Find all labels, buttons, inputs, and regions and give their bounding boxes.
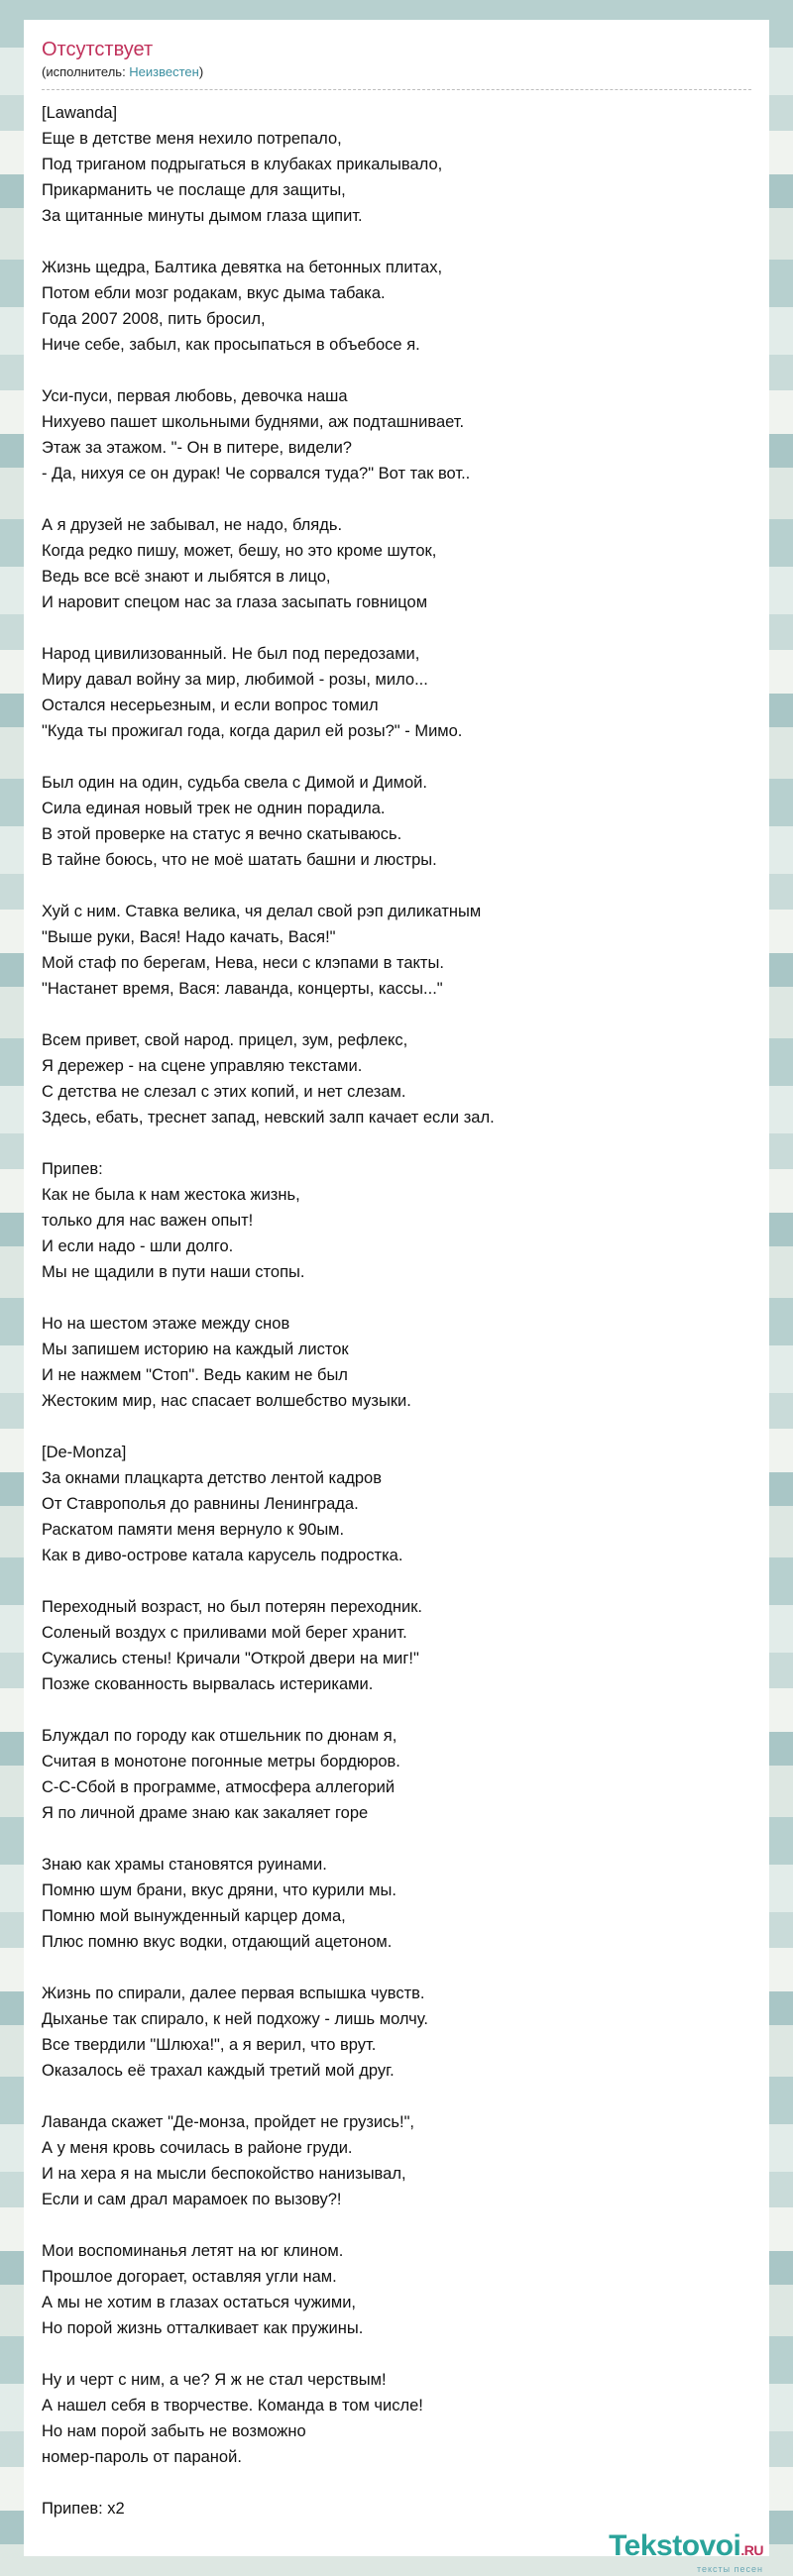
lyrics-line: Припев:	[42, 1160, 103, 1178]
logo-tld: .RU	[740, 2542, 763, 2558]
lyrics-line: Я по личной драме знаю как закаляет горе	[42, 1804, 369, 1822]
lyrics-line: Миру давал войну за мир, любимой - розы, мило...	[42, 671, 428, 689]
lyrics-line: [Lawanda]	[42, 104, 118, 122]
lyrics-line: Жизнь щедра, Балтика девятка на бетонных плитах,	[42, 259, 443, 276]
lyrics-line: Жестоким мир, нас спасает волшебство музыки.	[42, 1392, 411, 1410]
lyrics-stanza	[42, 1440, 751, 1568]
lyrics-line: Этаж за этажом. "- Он в питере, видели?	[42, 439, 352, 457]
site-logo[interactable]	[609, 2530, 763, 2574]
lyrics-stanza	[42, 1723, 751, 1826]
lyrics-stanza	[42, 1311, 751, 1414]
lyrics-line: С детства не слезал с этих копий, и нет слезам.	[42, 1083, 406, 1101]
lyrics-stanza	[42, 2109, 751, 2212]
artist-suffix: )	[198, 64, 204, 79]
artist-line	[42, 63, 751, 90]
lyrics-line: Потом ебли мозг родакам, вкус дыма табака.	[42, 284, 386, 302]
lyrics-line: Дыханье так спирало, к ней подхожу - лишь молчу.	[42, 2010, 428, 2028]
lyrics-line: Мои воспоминанья летят на юг клином.	[42, 2242, 344, 2260]
lyrics-line: В этой проверке на статус я вечно скатываюсь.	[42, 825, 402, 843]
lyrics-line: Нихуево пашет школьными буднями, аж подташнивает.	[42, 413, 465, 431]
lyrics-stanza	[42, 899, 751, 1002]
lyrics-line: Но на шестом этаже между снов	[42, 1315, 290, 1333]
lyrics-line: Когда редко пишу, может, бешу, но это кроме шуток,	[42, 542, 437, 560]
lyrics-line: И если надо - шли долго.	[42, 1237, 234, 1255]
lyrics-stanza	[42, 2238, 751, 2341]
lyrics-stanza	[42, 255, 751, 358]
lyrics-stanza	[42, 1981, 751, 2084]
lyrics-stanza	[42, 2367, 751, 2470]
lyrics-line: Все твердили "Шлюха!", а я верил, что врут.	[42, 2036, 377, 2054]
lyrics-line: Знаю как храмы становятся руинами.	[42, 1856, 327, 1874]
lyrics-line: Но нам порой забыть не возможно	[42, 2422, 306, 2440]
lyrics-line: Мой стаф по берегам, Нева, неси с клэпами в такты.	[42, 954, 444, 972]
artist-prefix: (исполнитель:	[42, 64, 130, 79]
lyrics-line: - Да, нихуя се он дурак! Че сорвался туда?" Вот так вот..	[42, 465, 471, 483]
lyrics-stanza	[42, 770, 751, 873]
lyrics-line: Народ цивилизованный. Не был под передозами,	[42, 645, 420, 663]
lyrics-line: Под триганом подрыгаться в клубаках прикалывало,	[42, 156, 443, 173]
lyrics-line: номер-пароль от параной.	[42, 2448, 242, 2466]
lyrics-stanza	[42, 2496, 751, 2522]
lyrics-line: Считая в монотоне погонные метры бордюров.	[42, 1753, 400, 1771]
lyrics-line: А у меня кровь сочилась в районе груди.	[42, 2139, 353, 2157]
lyrics-line: За щитанные минуты дымом глаза щипит.	[42, 207, 363, 225]
logo-wordmark	[609, 2530, 763, 2566]
lyrics-line: За окнами плацкарта детство лентой кадров	[42, 1469, 382, 1487]
logo-tagline: тексты песен	[696, 2564, 763, 2574]
lyrics-line: Как не была к нам жестока жизнь,	[42, 1186, 300, 1204]
lyrics-line: Соленый воздух с приливами мой берег хранит.	[42, 1624, 407, 1642]
page-title: Отсутствует	[42, 39, 154, 60]
lyrics-line: Остался несерьезным, и если вопрос томил	[42, 697, 379, 714]
lyrics-line: Хуй с ним. Ставка велика, чя делал свой рэп диликатным	[42, 903, 482, 920]
lyrics-line: И наровит спецом нас за глаза засыпать говницом	[42, 593, 428, 611]
lyrics-line: Прикарманить че послаще для защиты,	[42, 181, 346, 199]
lyrics-line: Переходный возраст, но был потерян переходник.	[42, 1598, 422, 1616]
lyrics-line: Ведь все всё знают и лыбятся в лицо,	[42, 568, 331, 586]
lyrics-stanza	[42, 383, 751, 486]
lyrics-line: Прошлое догорает, оставляя угли нам.	[42, 2268, 337, 2286]
lyrics-line: Помню мой вынужденный карцер дома,	[42, 1907, 346, 1925]
lyrics-line: Но порой жизнь отталкивает как пружины.	[42, 2319, 364, 2337]
lyrics-line: Блуждал по городу как отшельник по дюнам я,	[42, 1727, 397, 1745]
lyrics-line: Уси-пуси, первая любовь, девочка наша	[42, 387, 348, 405]
lyrics-line: Если и сам драл марамоек по вызову?!	[42, 2191, 342, 2208]
lyrics-line: Припев: x2	[42, 2500, 125, 2518]
lyrics-stanza	[42, 512, 751, 615]
lyrics-line: Жизнь по спирали, далее первая вспышка чувств.	[42, 1985, 425, 2002]
lyrics-stanza	[42, 1027, 751, 1130]
lyrics-line: В тайне боюсь, что не моё шатать башни и люстры.	[42, 851, 437, 869]
lyrics-line: Ну и черт с ним, а че? Я ж не стал черствым!	[42, 2371, 387, 2389]
lyrics-line: С-С-Сбой в программе, атмосфера аллегорий	[42, 1778, 396, 1796]
lyrics-line: Плюс помню вкус водки, отдающий ацетоном.	[42, 1933, 393, 1951]
lyrics-line: Ниче себе, забыл, как просыпаться в объебосе я.	[42, 336, 420, 354]
lyrics-line: Сужались стены! Кричали "Открой двери на миг!"	[42, 1650, 419, 1667]
logo-brand: Tekstovoi	[609, 2529, 741, 2562]
lyrics-line: [De-Monza]	[42, 1444, 127, 1461]
lyrics-line: "Настанет время, Вася: лаванда, концерты, кассы..."	[42, 980, 443, 998]
lyrics-line: От Ставрополья до равнины Ленинграда.	[42, 1495, 359, 1513]
lyrics-line: Мы запишем историю на каждый листок	[42, 1341, 349, 1358]
lyrics-body	[42, 100, 751, 2522]
lyrics-line: Лаванда скажет "Де-монза, пройдет не грузись!",	[42, 2113, 415, 2131]
lyrics-card	[24, 20, 769, 2556]
lyrics-line: Здесь, ебать, треснет запад, невский залп качает если зал.	[42, 1109, 495, 1127]
lyrics-line: Года 2007 2008, пить бросил,	[42, 310, 266, 328]
lyrics-line: Помню шум брани, вкус дряни, что курили мы.	[42, 1881, 396, 1899]
lyrics-line: Я дережер - на сцене управляю текстами.	[42, 1057, 363, 1075]
lyrics-line: А я друзей не забывал, не надо, блядь.	[42, 516, 343, 534]
lyrics-line: Оказалось её трахал каждый третий мой друг.	[42, 2062, 395, 2080]
lyrics-line: И на хера я на мысли беспокойство нанизывал,	[42, 2165, 406, 2183]
lyrics-stanza	[42, 1156, 751, 1285]
lyrics-stanza	[42, 100, 751, 229]
lyrics-line: Был один на один, судьба свела с Димой и Димой.	[42, 774, 427, 792]
lyrics-line: Сила единая новый трек не однин порадила.	[42, 800, 386, 817]
lyrics-line: А нашел себя в творчестве. Команда в том числе!	[42, 2397, 423, 2415]
lyrics-line: И не нажмем "Стоп". Ведь каким не был	[42, 1366, 348, 1384]
lyrics-line: Всем привет, свой народ. прицел, зум, рефлекс,	[42, 1031, 408, 1049]
lyrics-line: Как в диво-острове катала карусель подростка.	[42, 1547, 403, 1564]
lyrics-line: Мы не щадили в пути наши стопы.	[42, 1263, 305, 1281]
lyrics-line: "Куда ты прожигал года, когда дарил ей розы?" - Мимо.	[42, 722, 463, 740]
artist-link[interactable]: Неизвестен	[129, 64, 199, 79]
lyrics-line: Еще в детстве меня нехило потрепало,	[42, 130, 342, 148]
lyrics-line: только для нас важен опыт!	[42, 1212, 254, 1230]
lyrics-stanza	[42, 641, 751, 744]
lyrics-line: "Выше руки, Вася! Надо качать, Вася!"	[42, 928, 336, 946]
lyrics-stanza	[42, 1852, 751, 1955]
lyrics-line: А мы не хотим в глазах остаться чужими,	[42, 2294, 356, 2311]
lyrics-line: Раскатом памяти меня вернуло к 90ым.	[42, 1521, 345, 1539]
lyrics-line: Позже скованность вырвалась истериками.	[42, 1675, 374, 1693]
lyrics-stanza	[42, 1594, 751, 1697]
